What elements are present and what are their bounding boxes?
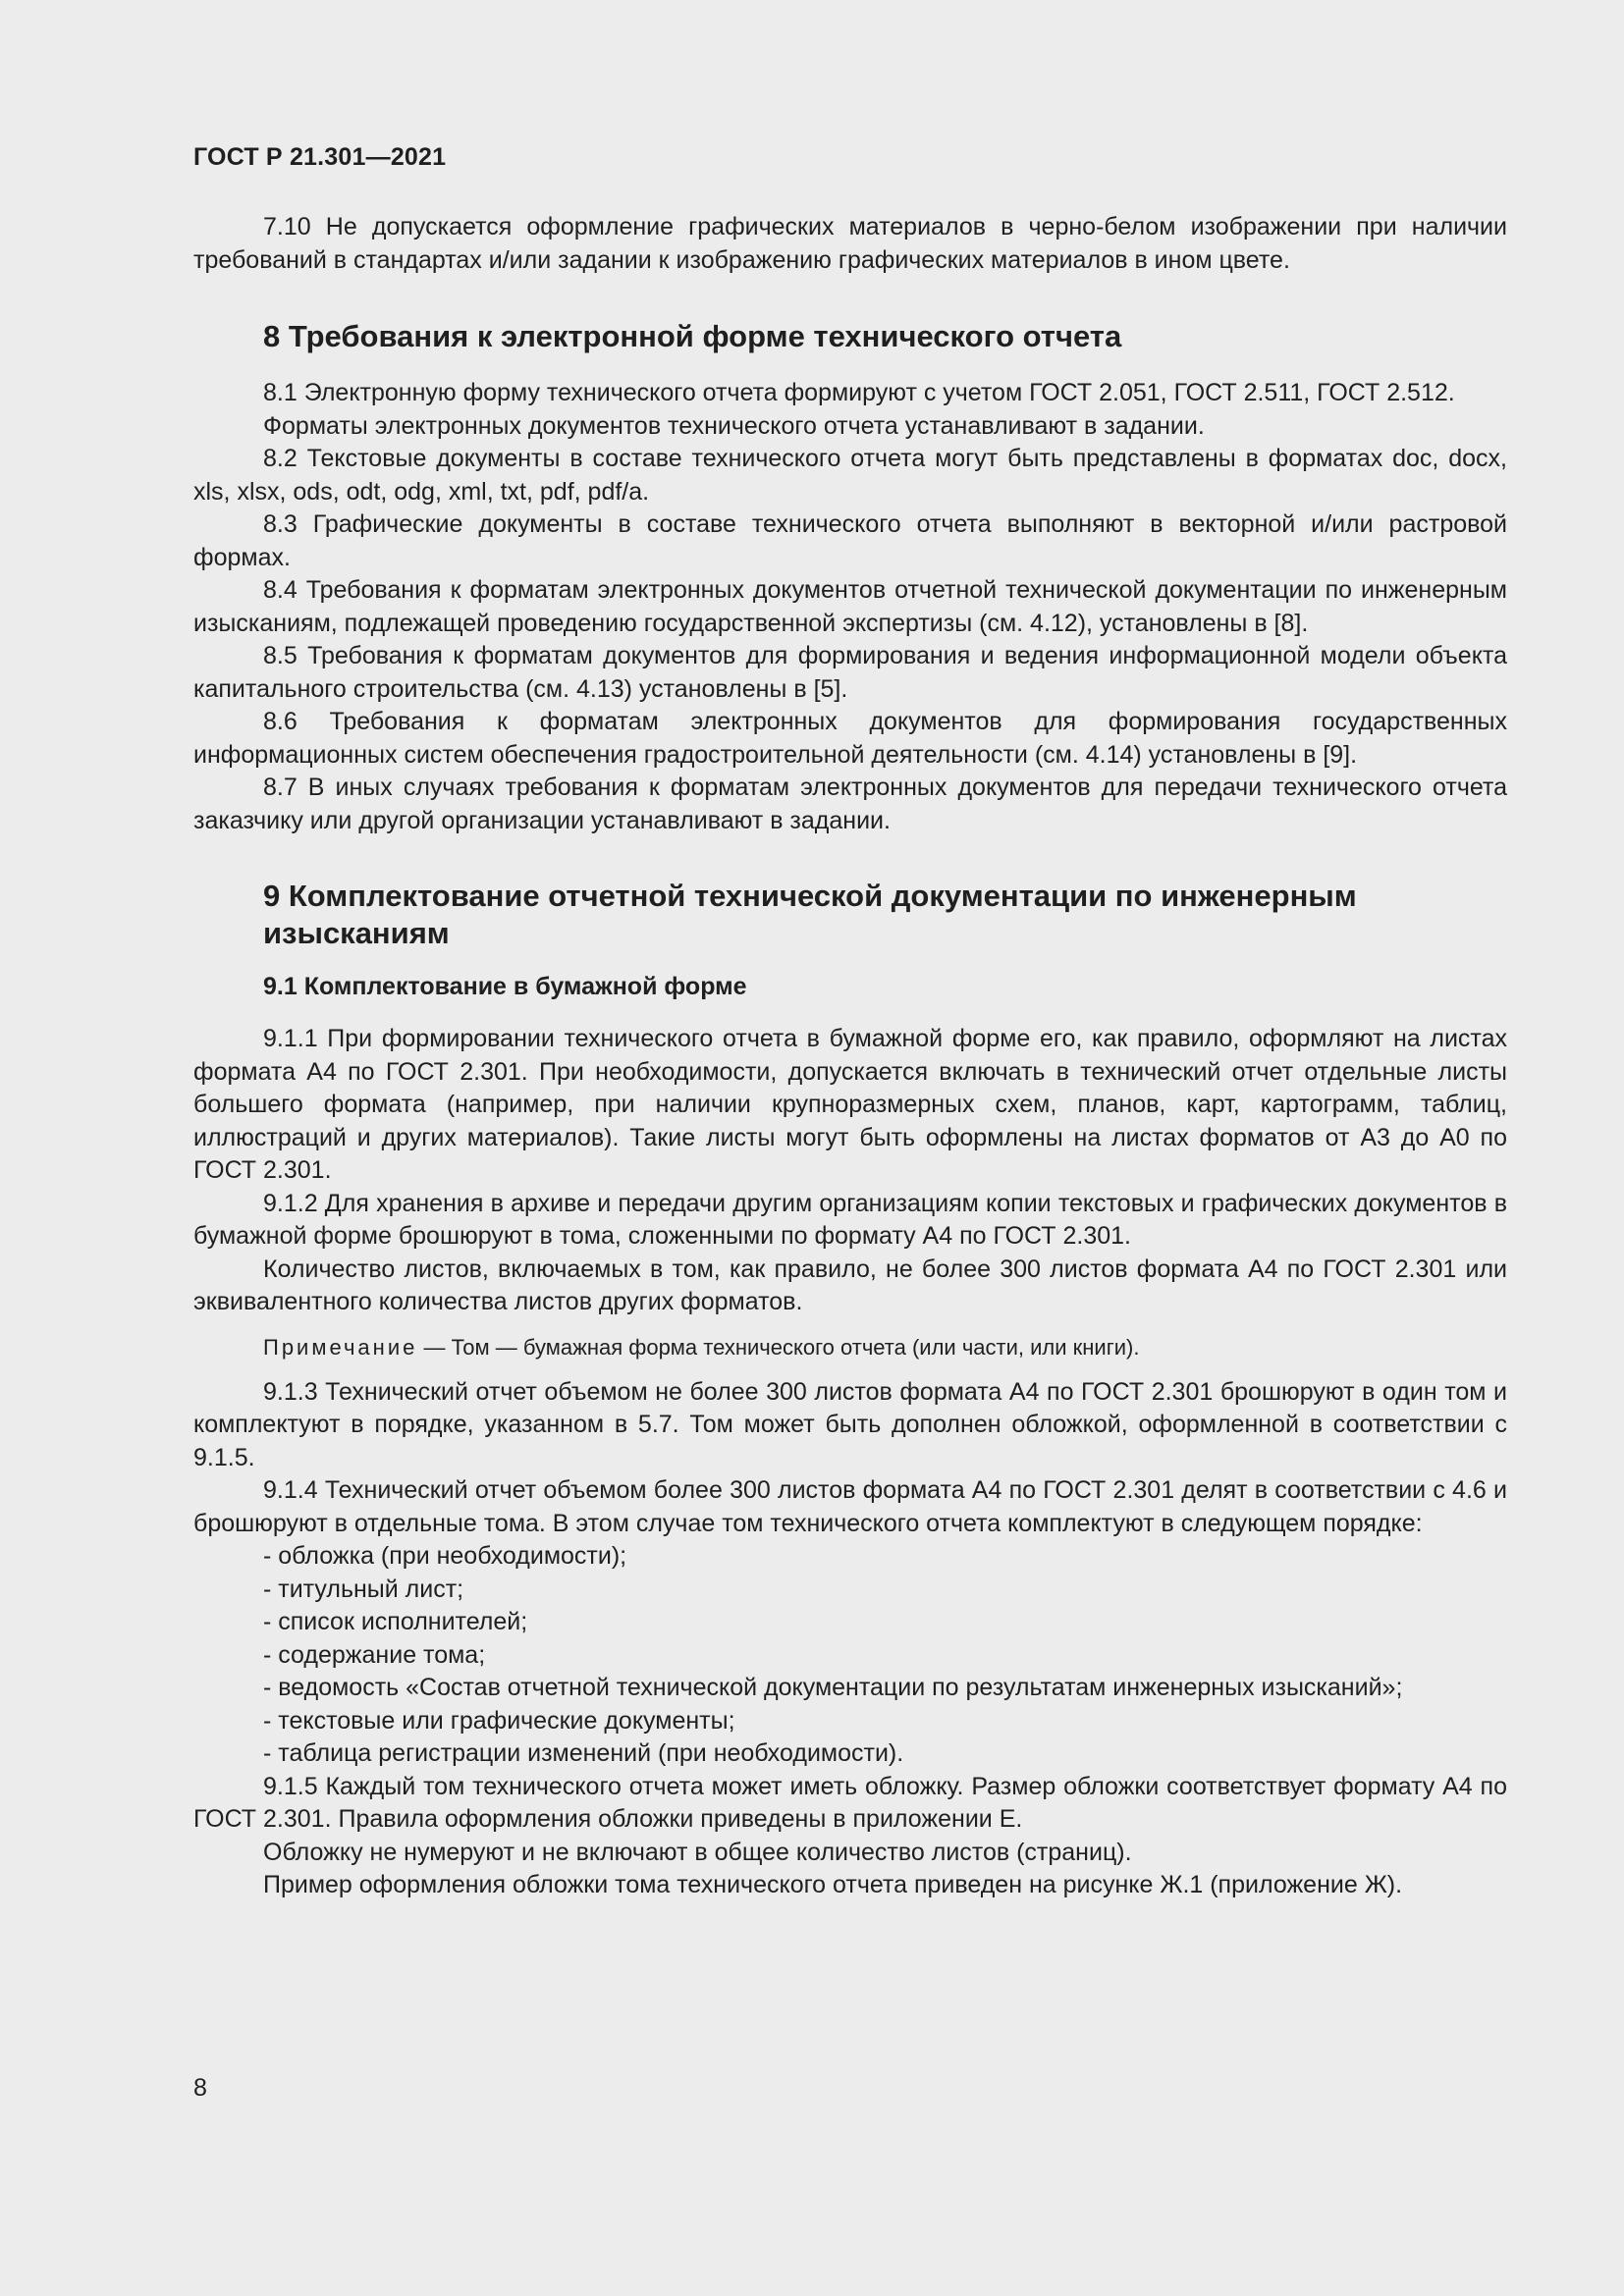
paragraph-9-1-5-example: Пример оформления обложки тома технического отчета приведен на рисунке Ж.1 (приложение Ж). [263, 1871, 1403, 1898]
section-9-title: 9 Комплектование отчетной технической документации по инженерным изысканиям [263, 879, 1357, 950]
paragraph-8-7: 8.7 В иных случаях требования к форматам электронных документов для передачи технического отчета заказчику или другой организации устанавливают в задании. [193, 774, 1507, 834]
paragraph-8-1-formats: Форматы электронных документов технического отчета устанавливают в задании. [263, 411, 1205, 440]
note-label: Примечание [263, 1334, 418, 1360]
paragraph-7-10: 7.10 Не допускается оформление графических материалов в черно-белом изображении при наличии требований в стандартах и/или задании к изображению графических материалов в ином цвете. [193, 213, 1507, 274]
list-item: - титульный лист; [263, 1575, 464, 1603]
paragraph-9-1-2-sheets: Количество листов, включаемых в том, как правило, не более 300 листов формата А4 по ГОСТ 2.301 или эквивалентного количества листов других форматов. [193, 1255, 1507, 1315]
paragraph-8-4: 8.4 Требования к форматам электронных документов отчетной технической документации по инженерным изысканиям, подлежащей проведению государственной экспертизы (см. 4.12), установлены в [8]. [193, 576, 1507, 637]
list-item: - содержание тома; [263, 1640, 486, 1669]
paragraph-9-1-4: 9.1.4 Технический отчет объемом более 300 листов формата А4 по ГОСТ 2.301 делят в соответствии с 4.6 и брошюруют в отдельные тома. В этом случае том технического отчета комплектуют в следующем порядке: [193, 1476, 1507, 1537]
page-number: 8 [193, 2074, 207, 2102]
list-item: - текстовые или графические документы; [263, 1706, 735, 1735]
paragraph-9-1-5: 9.1.5 Каждый том технического отчета может иметь обложку. Размер обложки соответствует формату А4 по ГОСТ 2.301. Правила оформления обложки приведены в приложении Е. [193, 1772, 1507, 1833]
document-page [193, 142, 1507, 1902]
section-8-title: 8 Требования к электронной форме технического отчета [263, 319, 1122, 353]
document-header: ГОСТ Р 21.301—2021 [193, 143, 447, 171]
paragraph-8-2: 8.2 Текстовые документы в составе технического отчета могут быть представлены в форматах doc, docx, xls, xlsx, ods, odt, odg, xml, txt, pdf, pdf/a. [193, 445, 1507, 506]
paragraph-8-3: 8.3 Графические документы в составе технического отчета выполняют в векторной и/или растровой формах. [193, 510, 1507, 571]
subsection-9-1-title: 9.1 Комплектование в бумажной форме [263, 973, 747, 1000]
paragraph-9-1-3: 9.1.3 Технический отчет объемом не более 300 листов формата А4 по ГОСТ 2.301 брошюруют в один том и комплектуют в порядке, указанном в 5.7. Том может быть дополнен обложкой, оформленной в соответствии с 9.1.5. [193, 1377, 1507, 1471]
list-item: - таблица регистрации изменений (при необходимости). [263, 1739, 904, 1767]
list-item: - ведомость «Состав отчетной технической документации по результатам инженерных изысканий»; [263, 1674, 1403, 1701]
note-text: — Том — бумажная форма технического отчета (или части, или книги). [417, 1334, 1140, 1360]
paragraph-9-1-5-cover-numbering: Обложку не нумеруют и не включают в общее количество листов (страниц). [263, 1838, 1132, 1866]
paragraph-9-1-1: 9.1.1 При формировании технического отчета в бумажной форме его, как правило, оформляют на листах формата А4 по ГОСТ 2.301. При необходимости, допускается включать в технический отчет отдельные листы большего формата (например, при наличии крупноразмерных схем, планов, карт, картограмм, таблиц, иллюстраций и других материалов). Такие листы могут быть оформлены на листах форматов от А3 до А0 по ГОСТ 2.301. [193, 1025, 1507, 1184]
list-item: - список исполнителей; [263, 1608, 528, 1635]
paragraph-8-5: 8.5 Требования к форматам документов для формирования и ведения информационной модели объекта капитального строительства (см. 4.13) установлены в [5]. [193, 642, 1507, 703]
paragraph-8-6: 8.6 Требования к форматам электронных документов для формирования государственных информационных систем обеспечения градостроительной деятельности (см. 4.14) установлены в [9]. [193, 708, 1507, 769]
paragraph-8-1: 8.1 Электронную форму технического отчета формируют с учетом ГОСТ 2.051, ГОСТ 2.511, ГОСТ 2.512. [263, 379, 1455, 406]
paragraph-9-1-2: 9.1.2 Для хранения в архиве и передачи другим организациям копии текстовых и графических документов в бумажной форме брошюруют в тома, сложенными по формату А4 по ГОСТ 2.301. [193, 1189, 1507, 1250]
note [193, 1333, 1507, 1362]
list-item: - обложка (при необходимости); [263, 1542, 627, 1570]
